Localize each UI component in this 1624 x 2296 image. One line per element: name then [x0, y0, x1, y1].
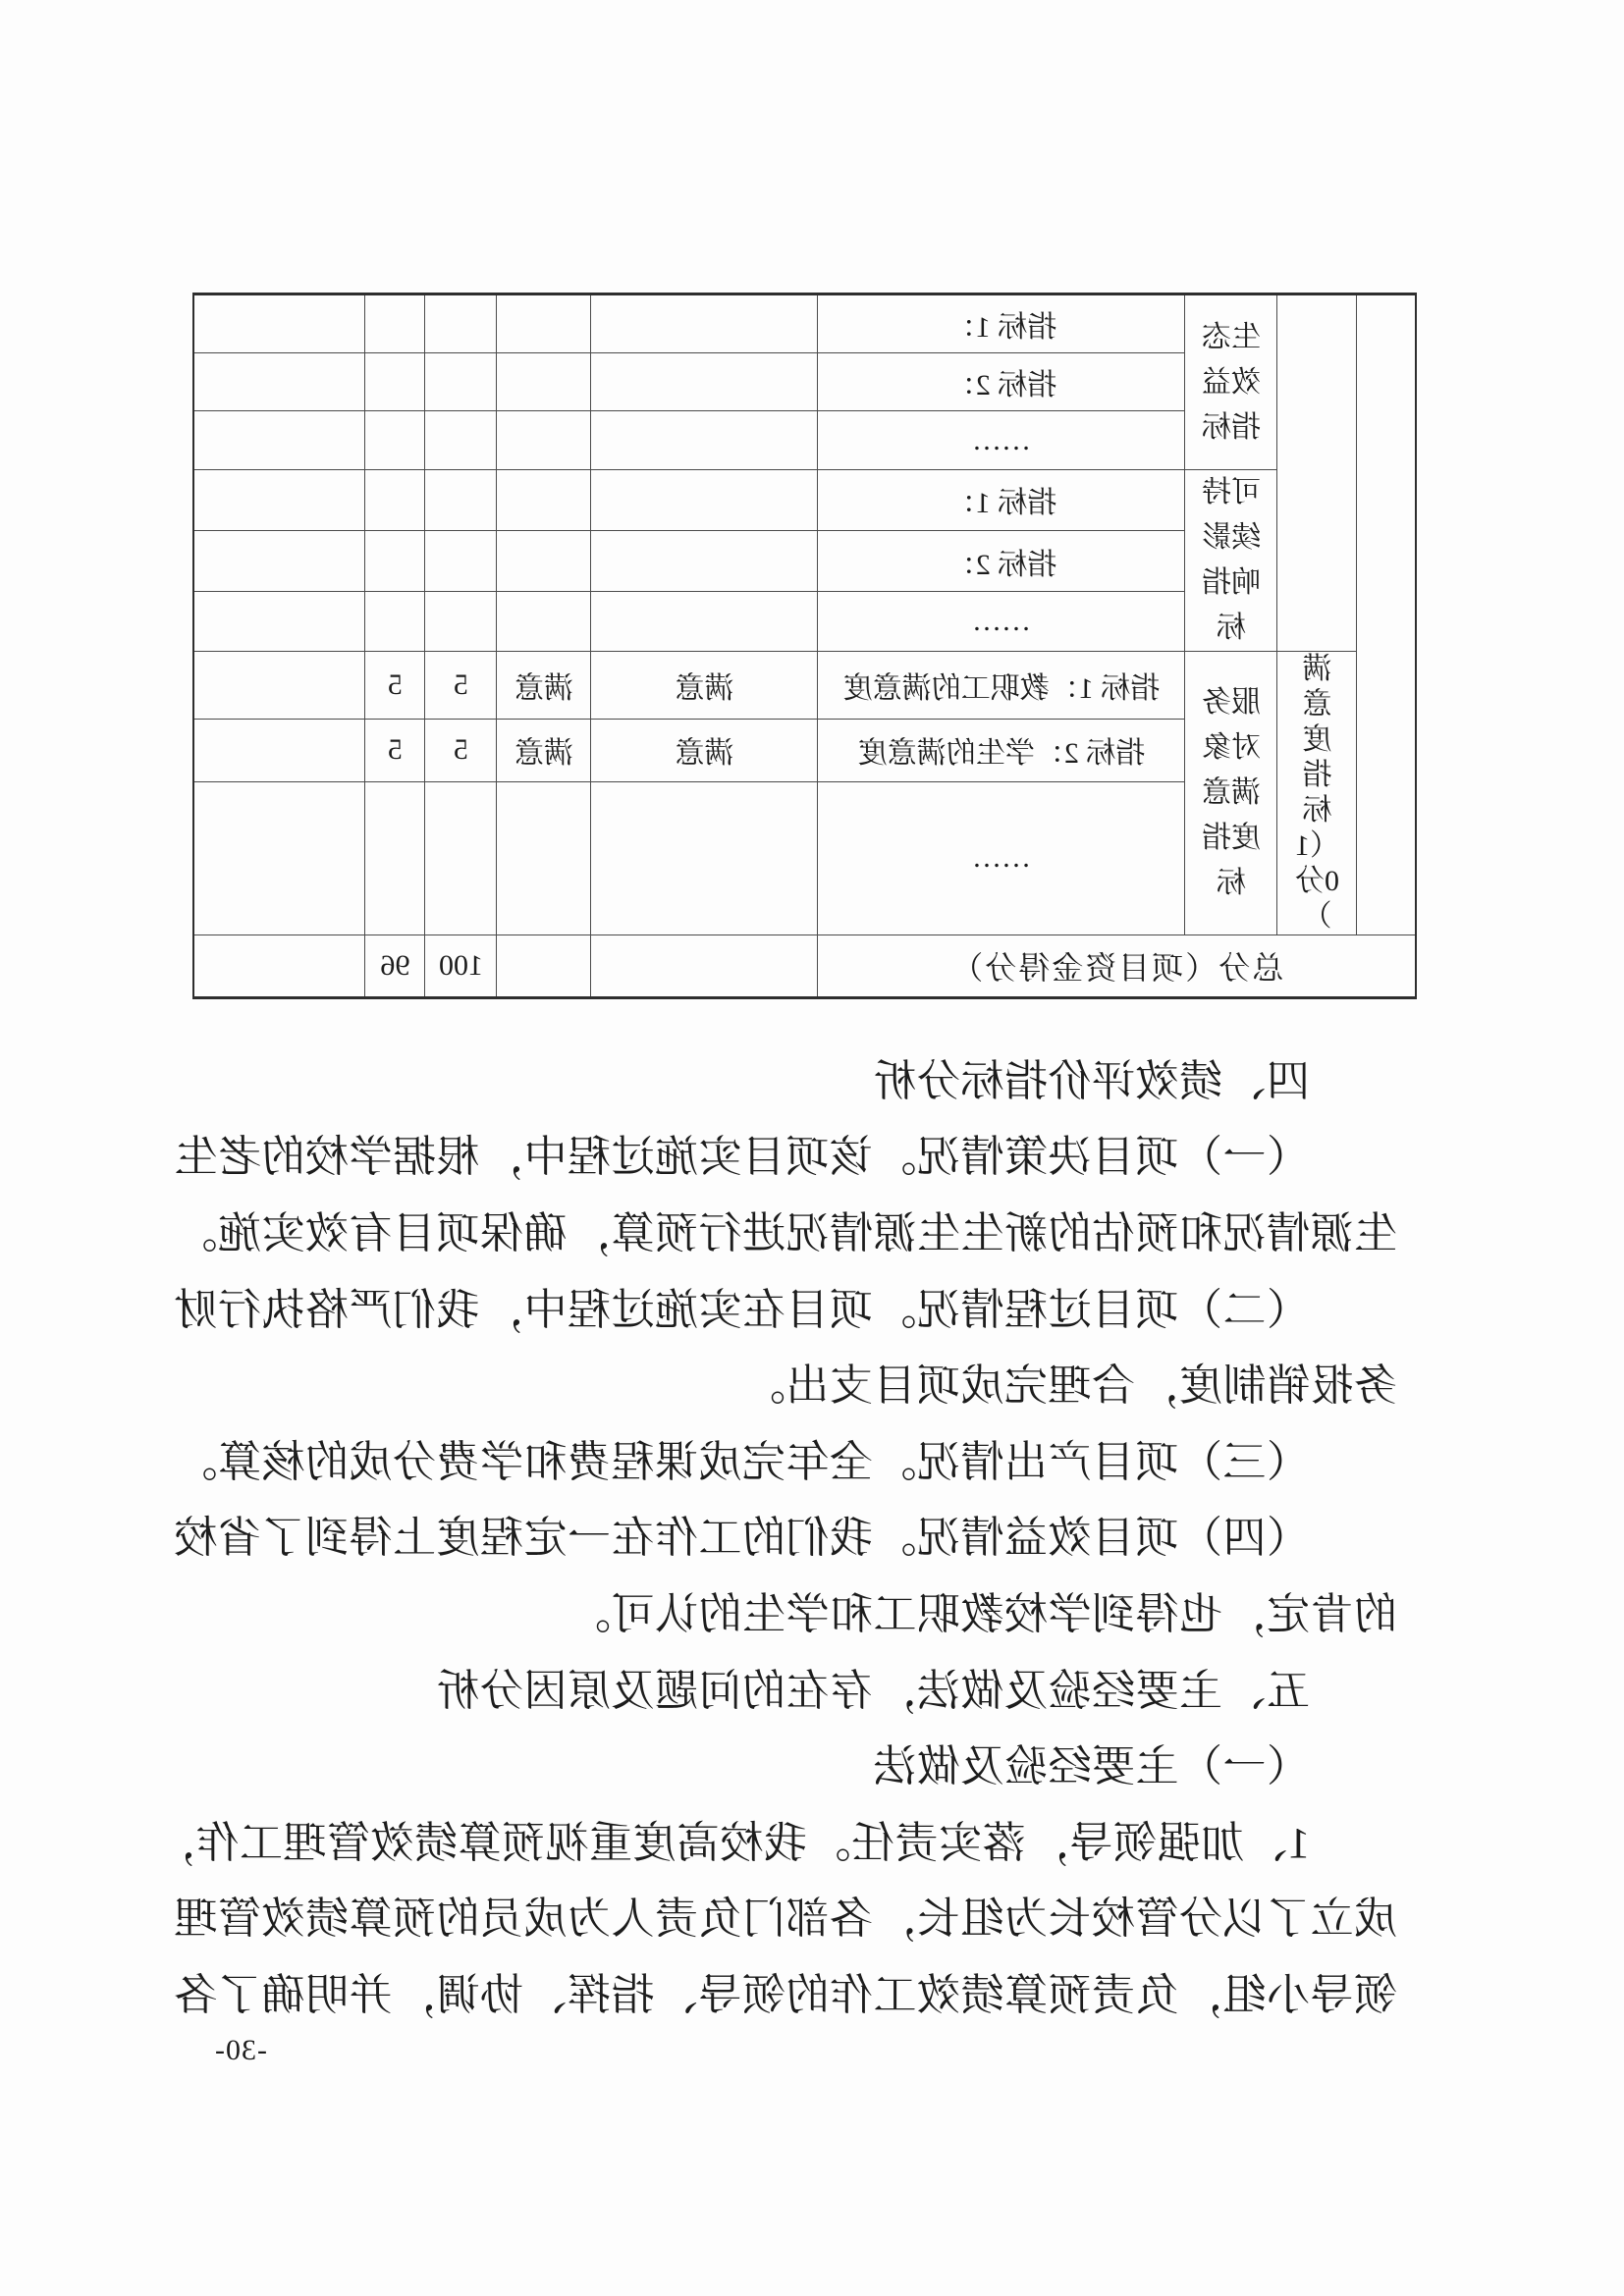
cell-score — [365, 353, 425, 411]
cell-score: 5 — [365, 719, 425, 781]
cell-target-value — [591, 353, 818, 411]
performance-indicator-table — [192, 293, 1417, 999]
cell-target-value — [591, 592, 818, 652]
cell-actual-value — [497, 294, 591, 353]
cell-third-level-indicator: …… — [818, 592, 1185, 652]
paragraph-line: 的肯定，也得到学校教职工和学生的认可。 — [567, 1589, 1397, 1638]
cell-total-label: 总分（项目资金得分） — [818, 935, 1416, 998]
cell-points — [425, 592, 497, 652]
cell-remark — [193, 530, 365, 592]
cell-remark — [193, 592, 365, 652]
cell-total-score: 96 — [365, 935, 425, 998]
cell-actual-value — [497, 470, 591, 531]
cell-remark — [193, 781, 365, 934]
cell-points — [425, 353, 497, 411]
cell-points — [425, 294, 497, 353]
paragraph-line: （一）项目决策情况。该项目实施过程中，根据学校的老生 — [174, 1133, 1310, 1182]
cell-third-level-indicator: 指标 2：学生的满意度 — [818, 719, 1185, 781]
page-number: -30- — [214, 2034, 267, 2066]
cell-actual-value — [497, 411, 591, 470]
cell-points — [425, 530, 497, 592]
cell-remark — [193, 411, 365, 470]
cell-total-remark — [193, 935, 365, 998]
paragraph-line: 领导小组，负责预算绩效工作的领导、指挥、协调，并明确了各 — [174, 1970, 1397, 2019]
cell-score — [365, 411, 425, 470]
cell-actual-value: 满意 — [497, 719, 591, 781]
satisfaction-level1-label-text: 满意度指标（10分） — [1295, 653, 1339, 933]
table-row — [193, 294, 1416, 353]
cell-level1-upper-blank — [1277, 294, 1357, 652]
cell-score — [365, 781, 425, 934]
cell-sustain-group-label — [1185, 470, 1277, 652]
cell-target-value — [591, 411, 818, 470]
cell-score — [365, 530, 425, 592]
cell-third-level-indicator: …… — [818, 411, 1185, 470]
cell-score — [365, 470, 425, 531]
cell-score — [365, 294, 425, 353]
cell-remark — [193, 470, 365, 531]
cell-total-target-blank — [591, 935, 818, 998]
paragraph-line: （一）主要经验及做法 — [873, 1742, 1310, 1791]
cell-target-value — [591, 470, 818, 531]
cell-service-group-label — [1185, 652, 1277, 935]
cell-remark — [193, 353, 365, 411]
cell-remark — [193, 294, 365, 353]
cell-target-value — [591, 294, 818, 353]
paragraph-line: 成立了以分管校长为组长，各部门负责人为成员的预算绩效管理 — [174, 1895, 1397, 1944]
paragraph-line: （二）项目过程情况。项目在实施过程中，我们严格执行财 — [174, 1285, 1310, 1334]
cell-satisfaction-level1-label — [1277, 652, 1357, 935]
heading-section-5: 五、主要经验及做法，存在的问题及原因分析 — [436, 1666, 1310, 1715]
cell-level1-blank — [1357, 294, 1416, 935]
cell-target-value — [591, 781, 818, 934]
cell-actual-value — [497, 353, 591, 411]
cell-actual-value — [497, 592, 591, 652]
paragraph-line: （三）项目产出情况。全年完成课程费和学费分成的核算。 — [174, 1437, 1310, 1486]
cell-third-level-indicator: 指标 2： — [818, 530, 1185, 592]
cell-remark — [193, 719, 365, 781]
cell-points: 5 — [425, 719, 497, 781]
cell-points — [425, 411, 497, 470]
cell-total-points: 100 — [425, 935, 497, 998]
eco-group-label-text: 生态效益指标 — [1202, 320, 1261, 444]
paragraph-line: 1、加强领导，落实责任。我校高度重视预算绩效管理工作， — [151, 1818, 1310, 1867]
cell-target-value: 满意 — [591, 652, 818, 720]
heading-section-4: 四、绩效评价指标分析 — [873, 1056, 1310, 1105]
sustain-group-label-text: 可持续影响指标 — [1202, 476, 1261, 644]
cell-points: 5 — [425, 652, 497, 720]
cell-score: 5 — [365, 652, 425, 720]
cell-remark — [193, 652, 365, 720]
cell-actual-value — [497, 530, 591, 592]
cell-third-level-indicator: 指标 1：教职工的满意度 — [818, 652, 1185, 720]
total-row — [193, 935, 1416, 998]
cell-third-level-indicator: 指标 2： — [818, 353, 1185, 411]
paragraph-line: 生源情况和预估的新生生源情况进行预算，确保项目有效实施。 — [174, 1208, 1397, 1257]
paragraph-line: （四）项目效益情况。我们的工作在一定程度上得到了省校 — [174, 1514, 1310, 1563]
cell-points — [425, 470, 497, 531]
table-row — [193, 652, 1416, 720]
paragraph-line: 务报销制度，合理完成项目支出。 — [741, 1362, 1397, 1411]
cell-third-level-indicator: 指标 1： — [818, 294, 1185, 353]
body-text — [150, 1039, 1397, 2029]
table-row — [193, 470, 1416, 531]
cell-third-level-indicator: 指标 1： — [818, 470, 1185, 531]
cell-target-value: 满意 — [591, 719, 818, 781]
cell-score — [365, 592, 425, 652]
cell-third-level-indicator: …… — [818, 781, 1185, 934]
cell-total-actual-blank — [497, 935, 591, 998]
cell-actual-value: 满意 — [497, 652, 591, 720]
service-group-label-text: 服务对象满意度指标 — [1202, 686, 1261, 899]
cell-eco-group-label — [1185, 294, 1277, 470]
cell-points — [425, 781, 497, 934]
cell-target-value — [591, 530, 818, 592]
cell-actual-value — [497, 781, 591, 934]
